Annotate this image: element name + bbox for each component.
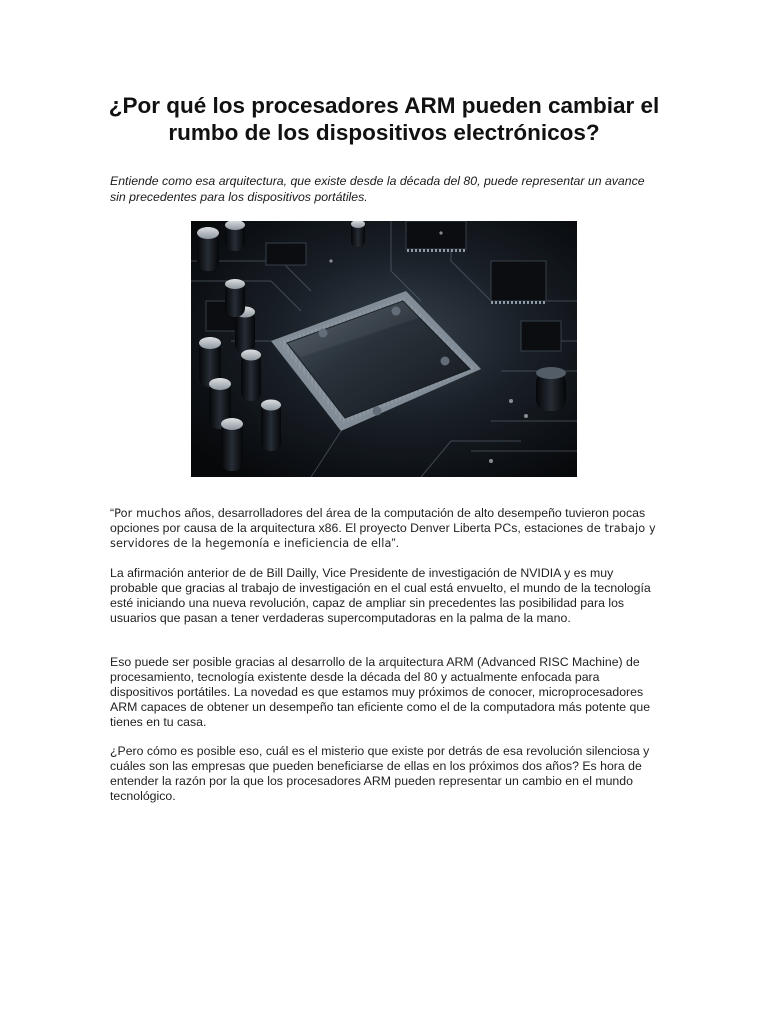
quote-close-mark: ”. (391, 536, 400, 550)
article-title: ¿Por qué los procesadores ARM pueden cambiar el rumbo de los dispositivos electrónicos? (108, 93, 660, 145)
body-paragraph: ¿Pero cómo es posible eso, cuál es el misterio que existe por detrás de esa revolución silenciosa y cuáles son las empresas que pueden beneficiarse de ellas en los próximos dos años? Es hora de entender la razón por la que los procesadores ARM pueden representar un cambio en el mundo tecnológico. (110, 744, 650, 803)
quote-paragraph (110, 506, 658, 551)
quote-text-start: Por muchos (114, 507, 181, 520)
quote-open-mark: “ (110, 506, 115, 520)
body-paragraph: Eso puede ser posible gracias al desarrollo de la arquitectura ARM (Advanced RISC Machine) de procesamiento, tecnología existente desde la década del 80 y actualmente enfocada para dispositivos portátiles. La novedad es que estamos muy próximos de conocer, microprocesadores ARM capaces de obtener un desempeño tan eficiente como el de la computadora más potente que tienes en tu casa. (110, 655, 651, 729)
article-subtitle: Entiende como esa arquitectura, que existe desde la década del 80, puede representar un avance sin precedentes para los dispositivos portátiles. (110, 174, 645, 204)
quote-text-end: de trabajo y servidores de la hegemonía e ineficiencia de ella (110, 522, 656, 550)
quote-text-middle: años, desarrolladores del área de la computación de alto desempeño tuvieron pocas opciones por causa de la arquitectura x86. El proyecto Denver Liberta PCs, estaciones (110, 506, 646, 535)
microchip-circuit-board-photo (191, 221, 577, 477)
body-paragraph: La afirmación anterior de de Bill Dailly, Vice Presidente de investigación de NVIDIA y es muy probable que gracias al trabajo de investigación en el cual está envuelto, el mundo de la tecnología esté iniciando una nueva revolución, capaz de ampliar sin precedentes las posibilidad para los usuarios que pasan a tener verdaderas supercomputadoras en la palma de la mano. (110, 566, 651, 625)
